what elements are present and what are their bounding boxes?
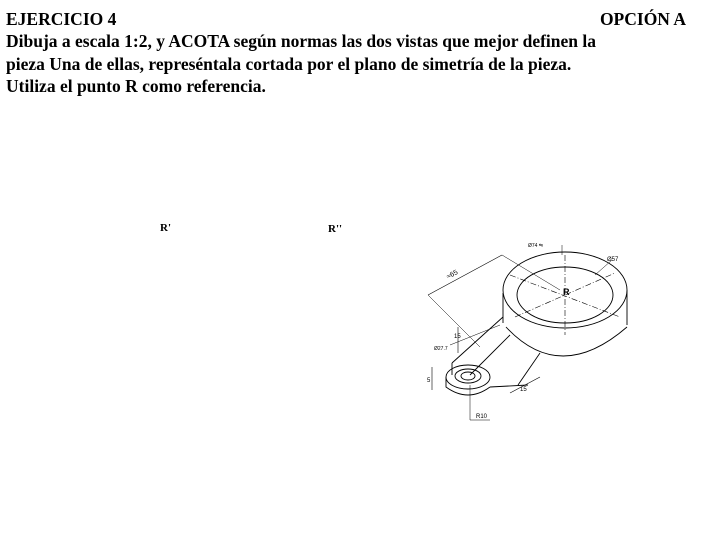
dimension-radius-label: R10	[476, 414, 488, 420]
statement-line: Dibuja a escala 1:2, y ACOTA según normas las dos vistas que mejor definen la	[6, 31, 597, 51]
reference-point-r-double-prime: R''	[328, 223, 343, 235]
exercise-title: EJERCICIO 4	[6, 9, 117, 29]
cylinder-bottom-arc	[506, 327, 627, 356]
dimension-slot-label: 15	[520, 387, 527, 393]
reference-point-r-prime: R'	[160, 222, 171, 234]
dimension-thickness-label: 5	[427, 378, 431, 384]
statement-line: Utiliza el punto R como referencia.	[6, 76, 266, 96]
dimension-line-length	[428, 255, 502, 295]
dimension-counterbore-label: Ø74 ⇋	[528, 243, 544, 249]
statement-line: pieza Una de ellas, represéntala cortada por el plano de simetría de la pieza.	[6, 53, 572, 74]
dimension-hole-label: Ø27.7	[434, 346, 448, 352]
dimension-height-label: 15	[454, 334, 461, 340]
hole-ellipse	[455, 369, 481, 383]
title-row	[6, 8, 686, 30]
arm-top-edge	[452, 317, 503, 363]
hole-inner-ellipse	[461, 372, 475, 380]
isometric-part-drawing	[410, 235, 630, 430]
option-label: OPCIÓN A	[599, 9, 686, 29]
dimension-length-label: ≈65	[445, 269, 460, 281]
dimension-diameter-label: Ø57	[607, 257, 619, 263]
point-r-label: R	[563, 287, 570, 297]
exercise-statement	[6, 30, 686, 98]
extension-line	[502, 255, 560, 290]
arm-lower-edge	[518, 353, 540, 385]
exercise-header	[6, 8, 686, 98]
